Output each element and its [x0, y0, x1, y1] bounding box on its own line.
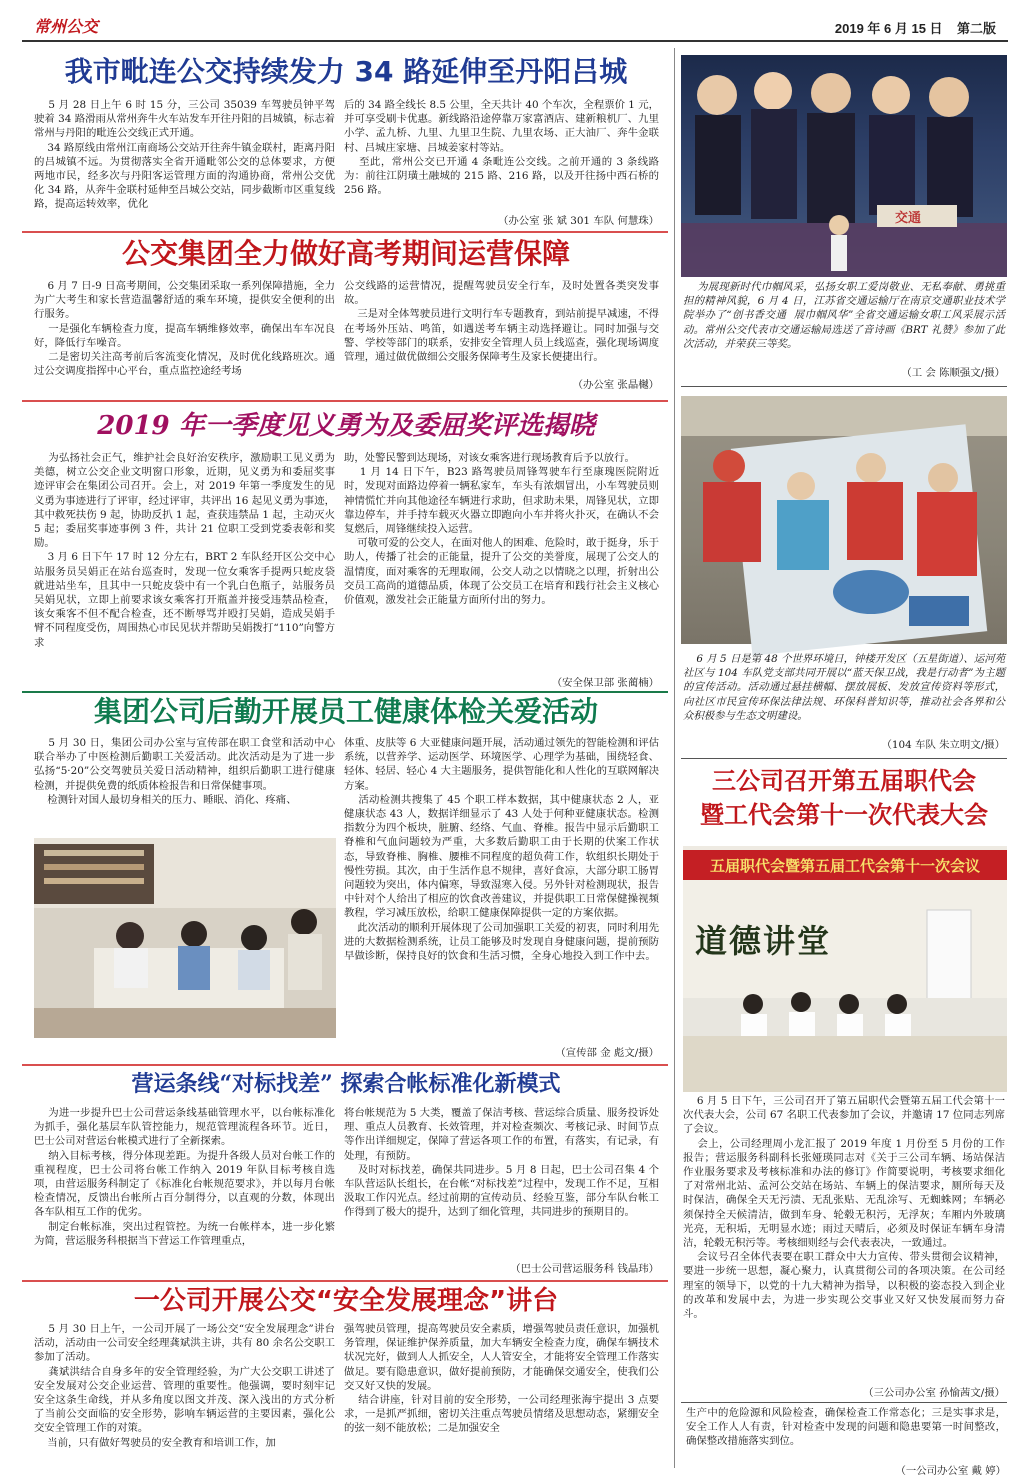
photo-congress-image [683, 880, 1007, 1092]
photo-health-check-image [34, 838, 336, 1038]
art3-col1: 为弘扬社会正气，维护社会良好治安秩序，激励职工见义勇为美德，树立公交企业文明窗口形象，近期，见义勇为和委屈奖事迹评审会在集团公司召开。会上，对 2019 年第一季度发生的见义勇为事迹进行了评审，经过评审，共评出 16 起见义勇为事迹，其中救死扶伤 9 起，协助反扒 1 起，查获违禁品 1 起，主动灭火 5 起；委屈奖事迹事例 3 件，共计 21 位职工受到党委表彰和奖励。 3 月 6 日下午 17 时 12 分左右，BRT 2 车队经开区公交中心站服务员吴娟正在站台巡查时，发现一位女乘客手提两只蛇皮袋就进站坐车，且其中一只蛇皮袋中有一个乳白色瓶子，站服务员吴娟见状，立即上前要求该女乘客打开瓶盖并接受违禁品检查，该女乘客不但不配合检查，还不断辱骂并殴打吴娟，造成吴娟手臂不同程度受伤，周围热心市民见状并帮助吴娟拨打“110”向警方求 [34, 452, 336, 649]
art4-headline: 集团公司后勤开展员工健康体检关爱活动 [93, 695, 598, 728]
art2-byline: （办公室 张晶樾） [572, 379, 659, 391]
right-column-separator [674, 48, 675, 1468]
congress-wall-text: 道德讲堂 [695, 922, 832, 960]
right-divider-1 [681, 386, 1007, 387]
art3-col2: 助，处警民警到达现场，对该女乘客进行现场教育后予以放行。 1 月 14 日下午，B23 路驾驶员周锋驾驶车行至康瑰医院附近时，发现对面路边停着一辆私家车，车头有浓烟冒出，小车驾驶员则神情慌忙并向其他途径车辆进行求助，但求助未果，周锋见状，立即靠边停车，并手持车载灭火器立即跑向小车并将火扑灭，在确认不会复燃后，周锋继续投入运营。 可敬可爱的公交人，在面对他人的困难、危险时，敢于挺身，乐于助人，传播了社会的正能量，提升了公交的美誉度，展现了公交人的温情度，面对乘客的无理取闹，公交人动之以情晓之以理，折射出公交员工高尚的道德品质，体现了公交员工在培育和践行社会主义核心价值观，激发社会正能量方面所付出的努力。 [344, 452, 660, 607]
art7-col2: 强驾驶员管理，提高驾驶员安全素质，增强驾驶员责任意识，加强机务管理，保证维护保养质量，加大车辆安全检查力度，确保车辆技术状况完好，做到人人抓安全，人人管安全，才能将安全管理工作落实做足。要有隐患意识，做好提前预防，才能确保交通安全，使我们公交又好又快的发展。 结合讲座，针对目前的安全形势，一公司经理张海宇提出 3 点要求，一是抓严抓细，密切关注重点驾驶员情绪及思想动态，紧绷安全的弦一刻不能放松；二是加强安全 [344, 1323, 659, 1435]
art6-col2: 将台帐规范为 5 大类，覆盖了保洁考核、营运综合质量、服务投诉处理、重点人员教育、长效管理，并对检查频次、考核记录、时间节点等作出详细规定，保障了营运各项工作的布置，有落实，有记录，有处理，有预防。 及时对标找差，确保共同进步。5 月 8 日起，巴士公司召集 4 个车队营运队长组长，在台帐“对标找差”过程中，发现工作不足，互相汲取工作闪光点。经过前期的宣传动员、经验互鉴，部分车队台帐工作得到了极大的提升，达到了细化管理，共同进步的预期目的。 [344, 1107, 659, 1219]
art4-col1: 5 月 30 日，集团公司办公室与宣传部在职工食堂和活动中心联合举办了中医检测后勤职工关爱活动。此次活动是为了进一步弘扬“5·20”公交驾驶员关爱日活动精神，组织后勤职工进行健康检测，并提供免费的纸质体检报告和日常保健事项。 检测针对国人最切身相关的压力、睡眠、消化、疼痛、 [34, 737, 335, 806]
photo1-caption: 为展现新时代巾帼风采，弘扬女职工爱岗敬业、无私奉献、勇挑重担的精神风貌，6 月 4 日，江苏省交通运输厅在南京交通职业技术学院举办了“创书香交通 展巾帼风华”全省交通运输女职工风采展示活动。常州公交代表市交通运输局选送了音诗画《BRT 礼赞》参加了此次活动，并荣获三等奖。 [683, 281, 1006, 350]
art5-byline: （三公司办公室 孙愉茜文/摄） [863, 1387, 1005, 1399]
art6-byline: （巴士公司营运服务科 钱晶玮） [510, 1263, 659, 1275]
art2-headline: 公交集团全力做好高考期间运营保障 [121, 237, 570, 270]
photo-performers-image [681, 55, 1007, 277]
art4-col2: 体重、皮肤等 6 大亚健康问题开展，活动通过领先的智能检测和评估系统，以营养学、运动医学、环境医学、心理学为基础，围绕轻食、轻体、轻居、轻心 4 大主题服务，提供智能化和人性化的互联网解决方案。 活动检测共搜集了 45 个职工样本数据，其中健康状态 2 人，亚健康状态 43 人，数据详细显示了 43 人处于何种亚健康状态。检测指数分为四个板块，脏腑、经络、气血、脊椎。报告中显示后勤职工脊椎和气血问题较为严重，大多数后勤职工由于长期的伏案工作状态，导致脊椎、胸椎、腰椎不同程度的超负荷工作，软组织长期处于慢性劳损。其次，由于生活作息不规律，喜好食凉，大部分职工肠胃问题较为突出，体内偏寒，导致湿寒入侵。另外针对检测现状，报告中针对个人给出了相应的饮食改善建议，并提供职工日常保健操视频教程，学习减压放松，给职工健康保障提供一定的方案依据。 此次活动的顺利开展体现了公司加强职工关爱的初衷，同时利用先进的大数据检测系统，让员工能够及时发现自身健康问题，提前预防早做诊断，保持良好的饮食和生活习惯，全身心地投入到工作中去。 [344, 737, 660, 963]
photo1-byline: （工 会 陈顺强文/摄） [901, 367, 1005, 379]
art6-headline: 营运条线“对标找差” 探索合帐标准化新模式 [131, 1071, 561, 1097]
photo-performers-banner: 交通 [895, 211, 922, 226]
art1-divider [22, 231, 668, 233]
art1-col2: 后的 34 路全线长 8.5 公里，全天共计 40 个车次，全程票价 1 元，并可享受刷卡优惠。新线路沿途停靠万家富酒店、建新粮机厂、九里小学、孟九桥、九里、九里卫生院、九里农场、正大油厂、奔牛金联村、吕城庄家塘、吕城姜家村等站。 至此，常州公交已开通 4 条毗连公交线。之前开通的 3 条线路为：前往江阴璜土融城的 215 路、216 路，以及开往扬中西石桥的 256 路。 [344, 99, 659, 197]
art7-col1: 5 月 30 日上午，一公司开展了一场公交“安全发展理念”讲台活动，活动由一公司安全经理龚斌洪主讲，共有 80 余名公交职工参加了活动。 龚斌洪结合自身多年的安全管理经验，为广大公交职工讲述了安全发展对公交企业运营、管理的重要性。他强调，要时刻牢记安全这条生命线，并从多角度以图文并茂、深入浅出的方式分析了当前公交面临的安全形势，影响车辆运营的主要因素，强化公交安全管理工作的对策。 当前，只有做好驾驶员的安全教育和培训工作，加 [34, 1323, 336, 1449]
right-divider-3 [681, 1402, 1007, 1403]
photo-environment-day [681, 396, 1007, 644]
photo-health-check [34, 838, 336, 1038]
art7-headline: 一公司开展公交“安全发展理念”讲台 [133, 1286, 559, 1316]
art2-col1: 6 月 7 日-9 日高考期间，公交集团采取一系列保障措施，全力为广大考生和家长营造温馨舒适的乘车环境，提供安全便利的出行服务。 一是强化车辆检查力度，提高车辆维修效率，确保出车车况良好，降低行车噪音。 二是密切关注高考前后客流变化情况，及时优化线路班次。通过公交调度指挥中心平台，重点监控途经考场 [34, 280, 336, 378]
art6-col1: 为进一步提升巴士公司营运条线基础管理水平，以台帐标准化为抓手，强化基层车队管控能力，规范管理流程各环节。近日，巴士公司对营运台帐模式进行了全新探索。 纳入目标考核，得分体现差距。为提升各级人员对台帐工作的重视程度，巴士公司将台帐工作纳入 2019 年队目标考核自选项，由营运服务科制定了《标准化台帐规范要求》，并以每月台帐检查情况，反馈出台帐所占百分制得分，以直观的分数，体现出各车队相互工作的优劣。 制定台帐标准，突出过程管控。为统一台帐样本，进一步化繁为简，营运服务科根据当下营运工作管理重点， [34, 1107, 336, 1247]
masthead [0, 0, 1024, 40]
art1-col1: 5 月 28 日上午 6 时 15 分，三公司 35039 车驾驶员钟平驾驶着 34 路滑雨从常州奔牛火车站发车开往丹阳的吕城镇，标志着常州与丹阳的毗连公交线正式开通。 34 路原线由常州江南商场公交站开往奔牛镇金联村，距离丹阳的吕城镇不远。为贯彻落实全省开通毗邻公交的总体要求，方便两地市民，经多次与丹阳客运管理方面的沟通协商，常州公交优化 34 路，从奔牛金联村延伸至吕城公交站，同步截断市区重复线路，提高运转效率，优化 [34, 99, 335, 211]
congress-banner-text: 五届职代会暨第五届工代会第十一次会议 [709, 857, 980, 875]
masthead-rule [22, 40, 1008, 42]
art7-col3: 生产中的危险源和风险检查，确保检查工作常态化；三是实事求是，安全工作人人有责，针对检查中发现的问题和隐患要第一时间整改，确保整改措施落实到位。 [686, 1407, 1006, 1448]
art3-headline: 2019 年一季度见义勇为及委屈奖评选揭晓 [97, 411, 595, 441]
photo-environment-day-image [681, 396, 1007, 644]
art5-headline-line2: 暨工代会第十一次代表大会 [700, 801, 988, 829]
art5-body: 6 月 5 日下午，三公司召开了第五届职代会暨第五届工代会第十一次代表大会，公司 67 名职工代表参加了会议，并邀请 17 位同志列席了会议。 会上，公司经理周小龙汇报了 2019 年度 1 月份至 5 月份的工作报告；营运服务科副科长张娅瑛同志对《关于三公司车辆、场站保洁作业服务要求及考核标准和办法的修订》作简要说明，考核要求细化了对常州北站、孟河公交站在场站、车辆上的保洁要求，厕所每天及时保洁，确保全天无污渍、无乱张贴、无乱涂写、无蜘蛛网；车辆必须保持全天候清洁，做到车身、轮毂无积污，无浮灰；车厢内外玻璃光亮，无积垢，无明显水迹；雨过天晴后，必须及时保证车辆车身清洁，轮毂无积污等。考核细则经与会代表表决，一致通过。 会议号召全体代表要在职工群众中大力宣传、带头贯彻会议精神，要进一步统一思想，凝心聚力，认真贯彻公司的各项决策。在公司经理室的领导下，以党的十九大精神为指导，以积极的姿态投入到企业的改革和发展中去，为进一步实现公交事业又好又快发展而努力奋斗。 [683, 1095, 1006, 1321]
art4-byline: （宣传部 金 彪文/摄） [555, 1047, 659, 1059]
photo-congress [683, 846, 1007, 1092]
right-divider-2 [681, 758, 1007, 759]
photo2-caption: 6 月 5 日是第 48 个世界环境日，钟楼开发区（五星街道）、运河苑社区与 104 车队党支部共同开展以“蓝天保卫战，我是行动者”为主题的宣传活动。活动通过悬挂横幅、摆放展板、发放宣传资料等形式，向社区市民宣传环保法律法规、环保科普知识等，推动社会各界和公众积极参与生态文明建设。 [683, 653, 1005, 722]
masthead-logo: 常州公交 [34, 17, 99, 36]
art2-col2: 公交线路的运营情况，提醒驾驶员安全行车，及时处置各类突发事故。 三是对全体驾驶员进行文明行车专题教育，到站前提早减速，不得在考场外压站、鸣笛，如遇送考车辆主动选择避让。同时加强与交警、学校等部门的联系，安排安全管理人员上线巡查，强化现场调度管理，通过做优做细公交服务保障考生及家长便捷出行。 [344, 280, 660, 364]
photo2-byline: （104 车队 朱立明文/摄） [881, 739, 1005, 751]
art3-byline: （安全保卫部 张蔺楠） [551, 677, 659, 689]
art5-headline-line1: 三公司召开第五届职代会 [712, 767, 976, 795]
art1-headline: 我市毗连公交持续发力 34 路延伸至丹阳吕城 [64, 55, 628, 88]
art7-byline: （一公司办公室 戴 婷） [895, 1465, 1006, 1477]
masthead-date-page: 2019 年 6 月 15 日 第二版 [834, 21, 996, 36]
photo-performers [681, 55, 1007, 277]
art1-byline: （办公室 张 斌 301 车队 何慧珠） [497, 215, 659, 227]
art2-divider [22, 400, 668, 402]
